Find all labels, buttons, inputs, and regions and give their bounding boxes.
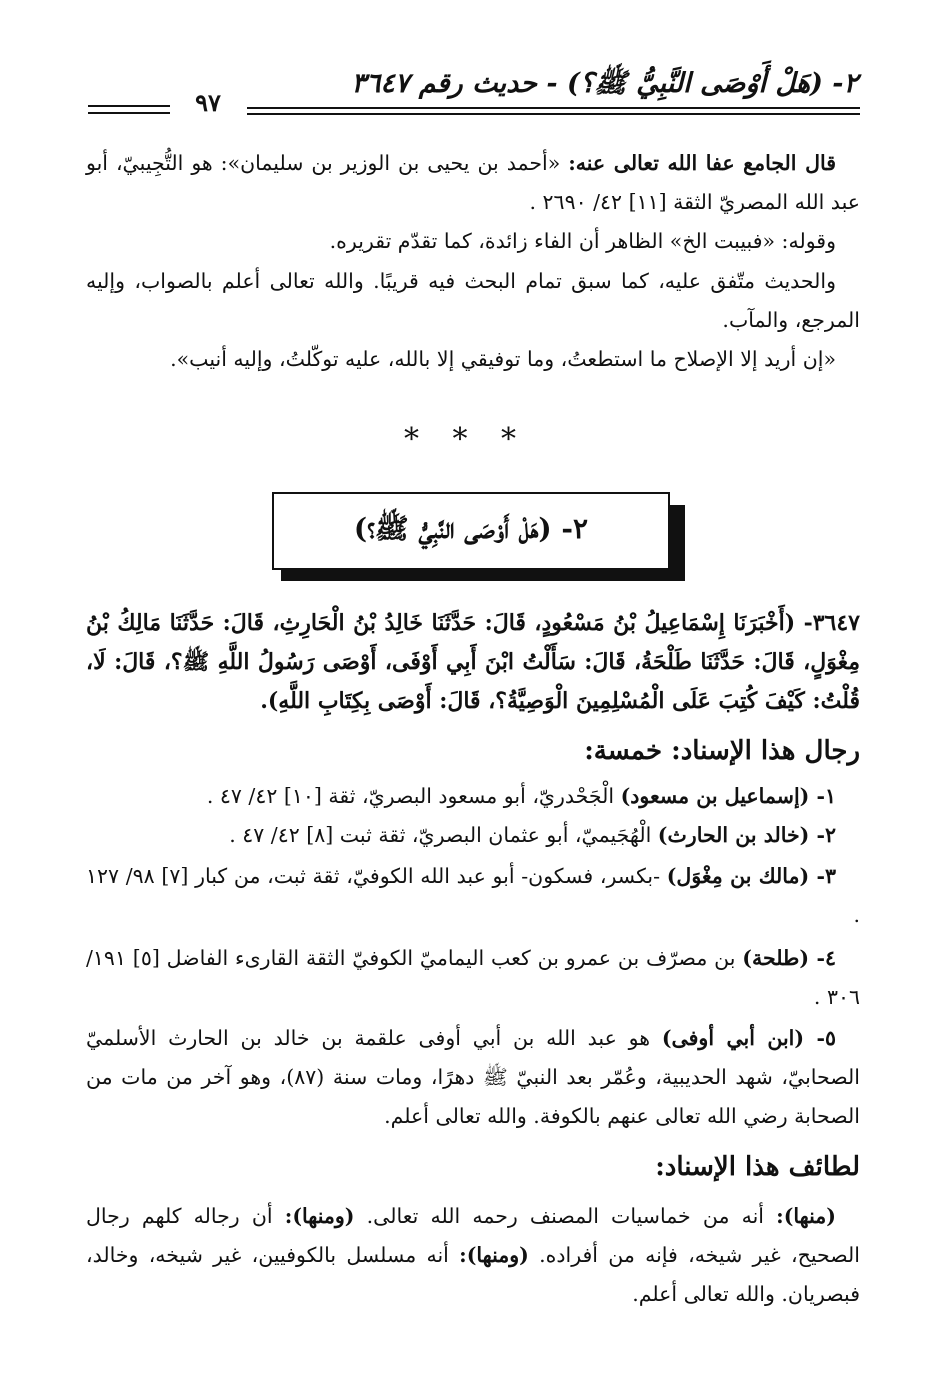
narrator-info: الْهُجَيميّ، أبو عثمان البصريّ، ثقة ثبت [٨] ٤٢/ ٤٧ . [229,823,658,847]
intro-paragraph-1-text: «أحمد بن يحيى بن الوزير بن سليمان»: هو التُّجِيبيّ، أبو عبد الله المصريّ الثقة [١١] ٤٢/ ٢٦٩٠ . [86,151,860,214]
narrator-item [86,816,860,855]
header-rule-long [247,107,860,109]
narrator-item [86,1019,860,1136]
header-rule-short-2 [88,112,170,114]
subtlety-marker: (ومنها): [459,1243,529,1267]
narrator-name: ٣- (مالك بن مِغْوَل) [666,864,836,888]
page-number: ٩٧ [195,88,221,117]
narrator-name: ٥- (ابن أبي أوفى) [661,1026,836,1050]
header-rule-long-2 [247,113,860,115]
hadith-text: ٣٦٤٧- (أَخْبَرَنَا إِسْمَاعِيلُ بْنُ مَسْعُودٍ، قَالَ: حَدَّثَنَا خَالِدُ بْنُ الْحَارِثِ، قَالَ: حَدَّثَنَا مَالِكُ بْنُ مِغْوَلٍ، قَالَ: حَدَّثَنَا طَلْحَةُ، قَالَ: سَأَلْتُ ابْنَ أَبِي أَوْفَى، أَوْصَى رَسُولُ اللَّهِ ﷺ؟، قَالَ: لَا، قُلْتُ: كَيْفَ كُتِبَ عَلَى الْمُسْلِمِينَ الْوَصِيَّةُ؟، قَالَ: أَوْصَى بِكِتَابِ اللَّهِ). [86,610,860,714]
intro-compiler-label: قال الجامع عفا الله تعالى عنه: [568,151,837,175]
section-separator: * * * [403,422,529,457]
narrator-item [86,857,860,935]
subtlety-text: أنه من خماسيات المصنف رحمه الله تعالى. [354,1204,777,1228]
narrator-name: ١- (إسماعيل بن مسعود) [620,784,836,808]
header-rule-short [88,105,170,107]
subtlety-text: أنه مسلسل بالكوفيين، غير شيخه، وخالد، فبصريان. والله تعالى أعلم. [86,1243,860,1306]
subtlety-text: أن رجاله كلهم رجال الصحيح، غير شيخه، فإنه من أفراده. [86,1204,860,1267]
intro-paragraph-3: والحديث متّفق عليه، كما سبق تمام البحث فيه قريبًا. والله تعالى أعلم بالصواب، وإليه المرجع، والمآب. [86,269,860,332]
narrator-info: بن مصرّف بن عمرو بن كعب اليماميّ الكوفيّ الثقة القارىء الفاضل [٥] ١٩١/ ٣٠٦ . [86,946,860,1009]
subtlety-marker: (ومنها): [284,1204,355,1228]
subtleties-paragraph [86,1197,860,1314]
subtlety-marker: (منها): [776,1204,836,1228]
intro-paragraph-1 [86,144,860,222]
chapter-title-box [272,492,670,570]
running-header-title: ٢- (هَلْ أَوْصَى النَّبِيُّ ﷺ؟) - حديث رقم ٣٦٤٧ [351,68,858,99]
narrator-name: ٤- (طلحة) [742,946,836,970]
intro-paragraph-4: «إن أريد إلا الإصلاح ما استطعتُ، وما توفيقي إلا بالله، عليه توكّلتُ، وإليه أنيب». [170,347,836,371]
subtleties-heading: لطائف هذا الإسناد: [655,1152,860,1182]
narrator-info: -بكسر، فسكون- أبو عبد الله الكوفيّ، ثقة ثبت، من كبار [٧] ٩٨/ ١٢٧ . [86,864,860,927]
narrator-info: هو عبد الله بن أبي أوفى علقمة بن خالد بن الحارث الأسلميّ الصحابيّ، شهد الحديبية، وعُمّر بعد النبيّ ﷺ دهرًا، ومات سنة (٨٧)، وهو آخر من مات من الصحابة رضي الله تعالى عنهم بالكوفة. والله تعالى أعلم. [86,1026,860,1128]
intro-paragraph-2: وقوله: «فبيبت الخ» الظاهر أن الفاء زائدة، كما تقدّم تقريره. [329,229,836,253]
chapter-title: ٢- (هَلْ أَوْصَى النَّبِيُّ ﷺ؟) [353,512,589,545]
narrator-info: الْجَحْدريّ، أبو مسعود البصريّ، ثقة [١٠] ٤٢/ ٤٧ . [206,784,621,808]
narrator-item [86,939,860,1017]
narrators-heading: رجال هذا الإسناد: خمسة: [584,736,860,766]
narrator-item [86,777,860,816]
narrator-name: ٢- (خالد بن الحارث) [657,823,836,847]
